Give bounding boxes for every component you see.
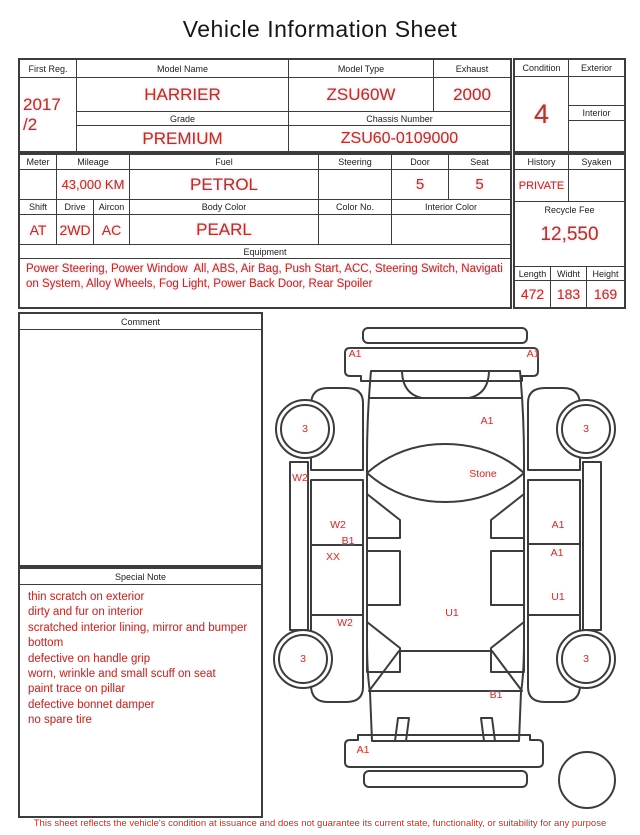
- special-note-line: no spare tire: [28, 714, 92, 727]
- front-top-bar: [363, 328, 527, 343]
- interior-color-value: [392, 215, 510, 245]
- special-note-box: [18, 567, 263, 818]
- condition-header: Condition: [515, 60, 569, 77]
- equipment-value: Power Steering, Power Window All, ABS, Air Bag, Push Start, ACC, Steering Switch, Navigation System, Alloy Wheels, Fog Light, Power Back Door, Rear Spoiler: [26, 263, 503, 290]
- front-right-wheel: [557, 400, 615, 458]
- damage-label-rear-center: U1: [445, 607, 459, 619]
- syaken-header: Syaken: [569, 155, 624, 170]
- damage-label-rear-bumper: A1: [356, 744, 370, 756]
- comment-header: Comment: [20, 314, 261, 330]
- car-outline-graphic: [270, 310, 640, 810]
- spec-table: [18, 153, 512, 309]
- seat-header: Seat: [449, 155, 510, 170]
- special-note-line: defective bonnet damper: [28, 698, 155, 711]
- damage-label-left-front-door-edge: B1: [341, 535, 355, 547]
- first-reg-year: 2017: [23, 95, 61, 115]
- recycle-fee-header: Recycle Fee: [544, 205, 595, 215]
- damage-label-right-rear-door: A1: [550, 547, 564, 559]
- left-rear-window: [367, 551, 400, 605]
- model-name-header: Model Name: [77, 60, 289, 78]
- right-sill: [583, 462, 601, 630]
- exhaust-header: Exhaust: [434, 60, 510, 78]
- chassis-number-header: Chassis Number: [289, 112, 510, 126]
- spare-tire-circle: [559, 752, 615, 808]
- length-value: 472: [515, 281, 551, 307]
- grade-header: Grade: [77, 112, 289, 126]
- interior-color-header: Interior Color: [392, 200, 510, 215]
- damage-label-left-front-door: W2: [330, 519, 346, 531]
- syaken-value: [569, 170, 624, 202]
- condition-value: 4: [515, 77, 569, 151]
- comment-body: [20, 330, 261, 340]
- windshield: [367, 444, 524, 502]
- interior-value: [569, 121, 624, 151]
- right-headlight-arc: [469, 372, 489, 398]
- rear-right-wheel: [557, 630, 615, 688]
- right-door-panel: [528, 480, 580, 615]
- left-front-window: [367, 494, 400, 538]
- right-tail-light: [481, 718, 495, 741]
- height-value: 169: [593, 286, 618, 302]
- length-header: Length: [515, 267, 551, 281]
- steering-header: Steering: [319, 155, 392, 170]
- special-note-line: worn, wrinkle and small scuff on seat: [28, 668, 216, 681]
- body-color-value: PEARL: [130, 215, 319, 245]
- shift-value: AT: [20, 215, 57, 245]
- vehicle-damage-diagram: [270, 310, 640, 810]
- damage-label-rear-window: B1: [489, 689, 503, 701]
- left-sill: [290, 462, 308, 630]
- width-value: 183: [551, 281, 587, 307]
- drive-header: Drive: [57, 200, 94, 215]
- rear-bumper: [345, 735, 543, 767]
- body-color-header: Body Color: [130, 200, 319, 215]
- damage-label-left-front-fender: W2: [292, 472, 308, 484]
- special-note-line: defective on handle grip: [28, 652, 151, 665]
- model-type-value: ZSU60W: [289, 78, 434, 112]
- disclaimer-text: This sheet reflects the vehicle's condition at issuance and does not guarantee its current state, functionality, or suitability for any purpose: [33, 818, 607, 829]
- car-body-outline: [367, 371, 524, 741]
- damage-label-front-bumper-right: A1: [526, 348, 540, 360]
- aircon-value: AC: [94, 215, 130, 245]
- door-header: Door: [392, 155, 449, 170]
- door-value: 5: [392, 170, 449, 200]
- special-note-lines: [20, 585, 261, 734]
- fuel-header: Fuel: [130, 155, 319, 170]
- comment-box: [18, 312, 263, 567]
- mileage-value: 43,000 KM: [57, 170, 130, 200]
- recycle-fee-value: 12,550: [515, 218, 624, 267]
- grade-value: PREMIUM: [77, 126, 289, 151]
- width-header: Widht: [551, 267, 587, 281]
- damage-label-front-bumper-left: A1: [348, 348, 362, 360]
- left-quarter-window: [367, 622, 400, 672]
- damage-label-front-right-wheel: 3: [583, 423, 589, 435]
- left-tail-light: [395, 718, 409, 741]
- seat-value: 5: [449, 170, 510, 200]
- fuel-value: PETROL: [130, 170, 319, 200]
- right-front-window: [491, 494, 524, 538]
- interior-header: Interior: [569, 106, 624, 121]
- history-value: PRIVATE: [515, 170, 569, 202]
- height-header: Height: [587, 267, 624, 281]
- equipment-header: Equipment: [20, 245, 510, 259]
- first-reg-header: First Reg.: [20, 60, 77, 78]
- exterior-value: [569, 77, 624, 106]
- meter-header: Meter: [20, 155, 57, 170]
- model-name-value: HARRIER: [77, 78, 289, 112]
- damage-label-front-left-wheel: 3: [302, 423, 308, 435]
- condition-table: [513, 58, 626, 153]
- damage-label-rear-right-wheel: 3: [583, 653, 589, 665]
- special-note-line: dirty and fur on interior: [28, 606, 144, 619]
- damage-label-windshield: Stone: [469, 468, 497, 480]
- registration-table: [18, 58, 512, 153]
- rear-left-wheel: [274, 630, 332, 688]
- front-bumper: [345, 348, 538, 381]
- color-no-value: [319, 215, 392, 245]
- rear-bottom-bar: [364, 771, 527, 787]
- aircon-header: Aircon: [94, 200, 130, 215]
- shift-header: Shift: [20, 200, 57, 215]
- damage-label-hood: A1: [480, 415, 494, 427]
- chassis-number-value: ZSU60-0109000: [340, 129, 459, 147]
- drive-value: 2WD: [57, 215, 94, 245]
- damage-label-right-quarter-panel: U1: [551, 591, 565, 603]
- model-type-header: Model Type: [289, 60, 434, 78]
- special-note-line: paint trace on pillar: [28, 683, 126, 696]
- first-reg-month: /2: [23, 114, 38, 134]
- steering-value: [319, 170, 392, 200]
- exterior-header: Exterior: [569, 60, 624, 77]
- left-door-panel: [311, 480, 363, 615]
- first-reg-value: [20, 78, 77, 151]
- special-note-line: thin scratch on exterior: [28, 591, 145, 603]
- mileage-header: Mileage: [57, 155, 130, 170]
- right-quarter-window: [491, 622, 524, 672]
- special-note-header: Special Note: [20, 569, 261, 585]
- damage-label-rear-left-wheel: 3: [300, 653, 306, 665]
- damage-label-left-rear-door: XX: [325, 551, 341, 563]
- damage-label-right-front-door: A1: [551, 519, 565, 531]
- page-title: Vehicle Information Sheet: [182, 16, 458, 42]
- color-no-header: Color No.: [319, 200, 392, 215]
- special-note-line: scratched interior lining, mirror and bumper bottom: [28, 621, 248, 650]
- exhaust-value: 2000: [434, 78, 510, 112]
- history-header: History: [515, 155, 569, 170]
- history-dimensions-table: [513, 153, 626, 309]
- front-left-wheel: [276, 400, 334, 458]
- meter-value: [20, 170, 57, 200]
- damage-label-left-quarter-panel: W2: [337, 617, 353, 629]
- left-headlight-arc: [402, 372, 422, 398]
- right-rear-window: [491, 551, 524, 605]
